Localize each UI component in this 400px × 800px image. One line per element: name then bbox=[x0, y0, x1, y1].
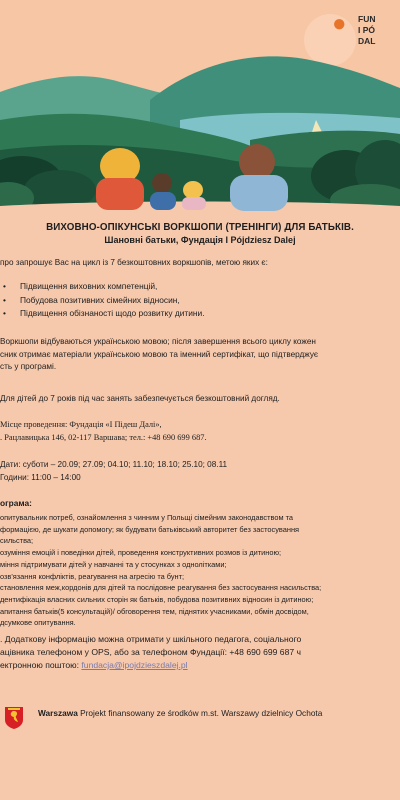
list-item: сильства; bbox=[0, 536, 34, 546]
list-item: дсумкове опитування. bbox=[0, 618, 76, 628]
footprints-icon: ● bbox=[332, 10, 347, 37]
list-item: формацією, де шукати допомогу; як будувати батьківський авторитет без застосування bbox=[0, 524, 300, 534]
goals-list bbox=[0, 280, 400, 321]
email-link[interactable]: fundacja@ipojdzieszdalej.pl bbox=[81, 660, 188, 670]
program-title: ограма: bbox=[0, 498, 32, 508]
location-info: Місце проведення: Фундація «І Підеш Далі», . Рацлавицька 146, 02-117 Варшава; тел.: +48 690 699 687. bbox=[0, 420, 207, 442]
intro-text: про запрошує Вас на цикл із 7 безкоштовних воркшопів, метою яких є: bbox=[0, 258, 268, 267]
list-item: • Побудова позитивних сімейних відносин, bbox=[0, 294, 400, 308]
bullet-icon: • bbox=[3, 281, 6, 291]
page-title: ВИХОВНО-ОПІКУНСЬКІ ВОРКШОПИ (ТРЕНІНГИ) ДЛЯ БАТЬКІВ. bbox=[46, 222, 354, 233]
schedule-dates: Дати: суботи – 20.09; 27.09; 04.10; 11.10; 18.10; 25.10; 08.11 bbox=[0, 460, 228, 469]
list-item: • Підвищення виховних компетенцій, bbox=[0, 280, 400, 294]
list-item: озуміння емоцій і поведінки дітей, проведення конструктивних розмов із дитиною; bbox=[0, 548, 282, 558]
list-item: дентифікація власних сильних сторін як батьків, побудова позитивних відносин із дитиною; bbox=[0, 594, 314, 604]
list-item: озв'язання конфліктів, реагування на агресію та бунт; bbox=[0, 571, 185, 581]
list-item: міння підтримувати дітей у навчанні та у стосунках з однолітками; bbox=[0, 559, 227, 569]
footer bbox=[0, 706, 400, 734]
schedule-info bbox=[0, 459, 400, 484]
warsaw-crest-icon bbox=[4, 706, 24, 730]
page-subtitle: Шановні батьки, Фундація I Pójdziesz Dalej bbox=[104, 235, 296, 245]
list-item: опитувальник потреб, ознайомлення з чинним у Польщі сімейним законодавством та bbox=[0, 513, 293, 522]
footer-text: Warszawa Projekt finansowany ze środków m.st. Warszawy dzielnicy Ochota bbox=[38, 708, 323, 718]
list-item: • Підвищення обізнаності щодо розвитку дитини. bbox=[0, 307, 400, 321]
childcare-info: Для дітей до 7 років під час занять забезпечується безкоштовний догляд. bbox=[0, 394, 280, 403]
logo-text: FUN I PÓ DAL bbox=[358, 14, 376, 46]
program-list bbox=[0, 512, 400, 629]
list-item: апитання батьків(5 консультацій)/ обговорення тем, піднятих учасниками, обмін досвідом, bbox=[0, 606, 309, 616]
bullet-icon: • bbox=[3, 308, 6, 318]
contact-info: . Додаткову інформацію можна отримати у шкільного педагога, соціального ацівника телефоном у OPS, або за телефоном Фундації: +48 690 699 687 ч ектронною поштою: fundacja@ipojdzieszdalej.pl bbox=[0, 634, 302, 670]
schedule-hours: Години: 11:00 – 14:00 bbox=[0, 472, 81, 482]
bullet-icon: • bbox=[3, 294, 6, 305]
foundation-logo bbox=[332, 10, 400, 56]
list-item: становлення меж,кордонів для дітей та послідовне реагування без застосування насильства; bbox=[0, 583, 322, 593]
language-info: Воркшопи відбуваються українською мовою; після завершення всього циклу кожен сник отримає матеріали українською мовою та іменний сертифікат, що підтверджує сть у програмі. bbox=[0, 337, 319, 371]
